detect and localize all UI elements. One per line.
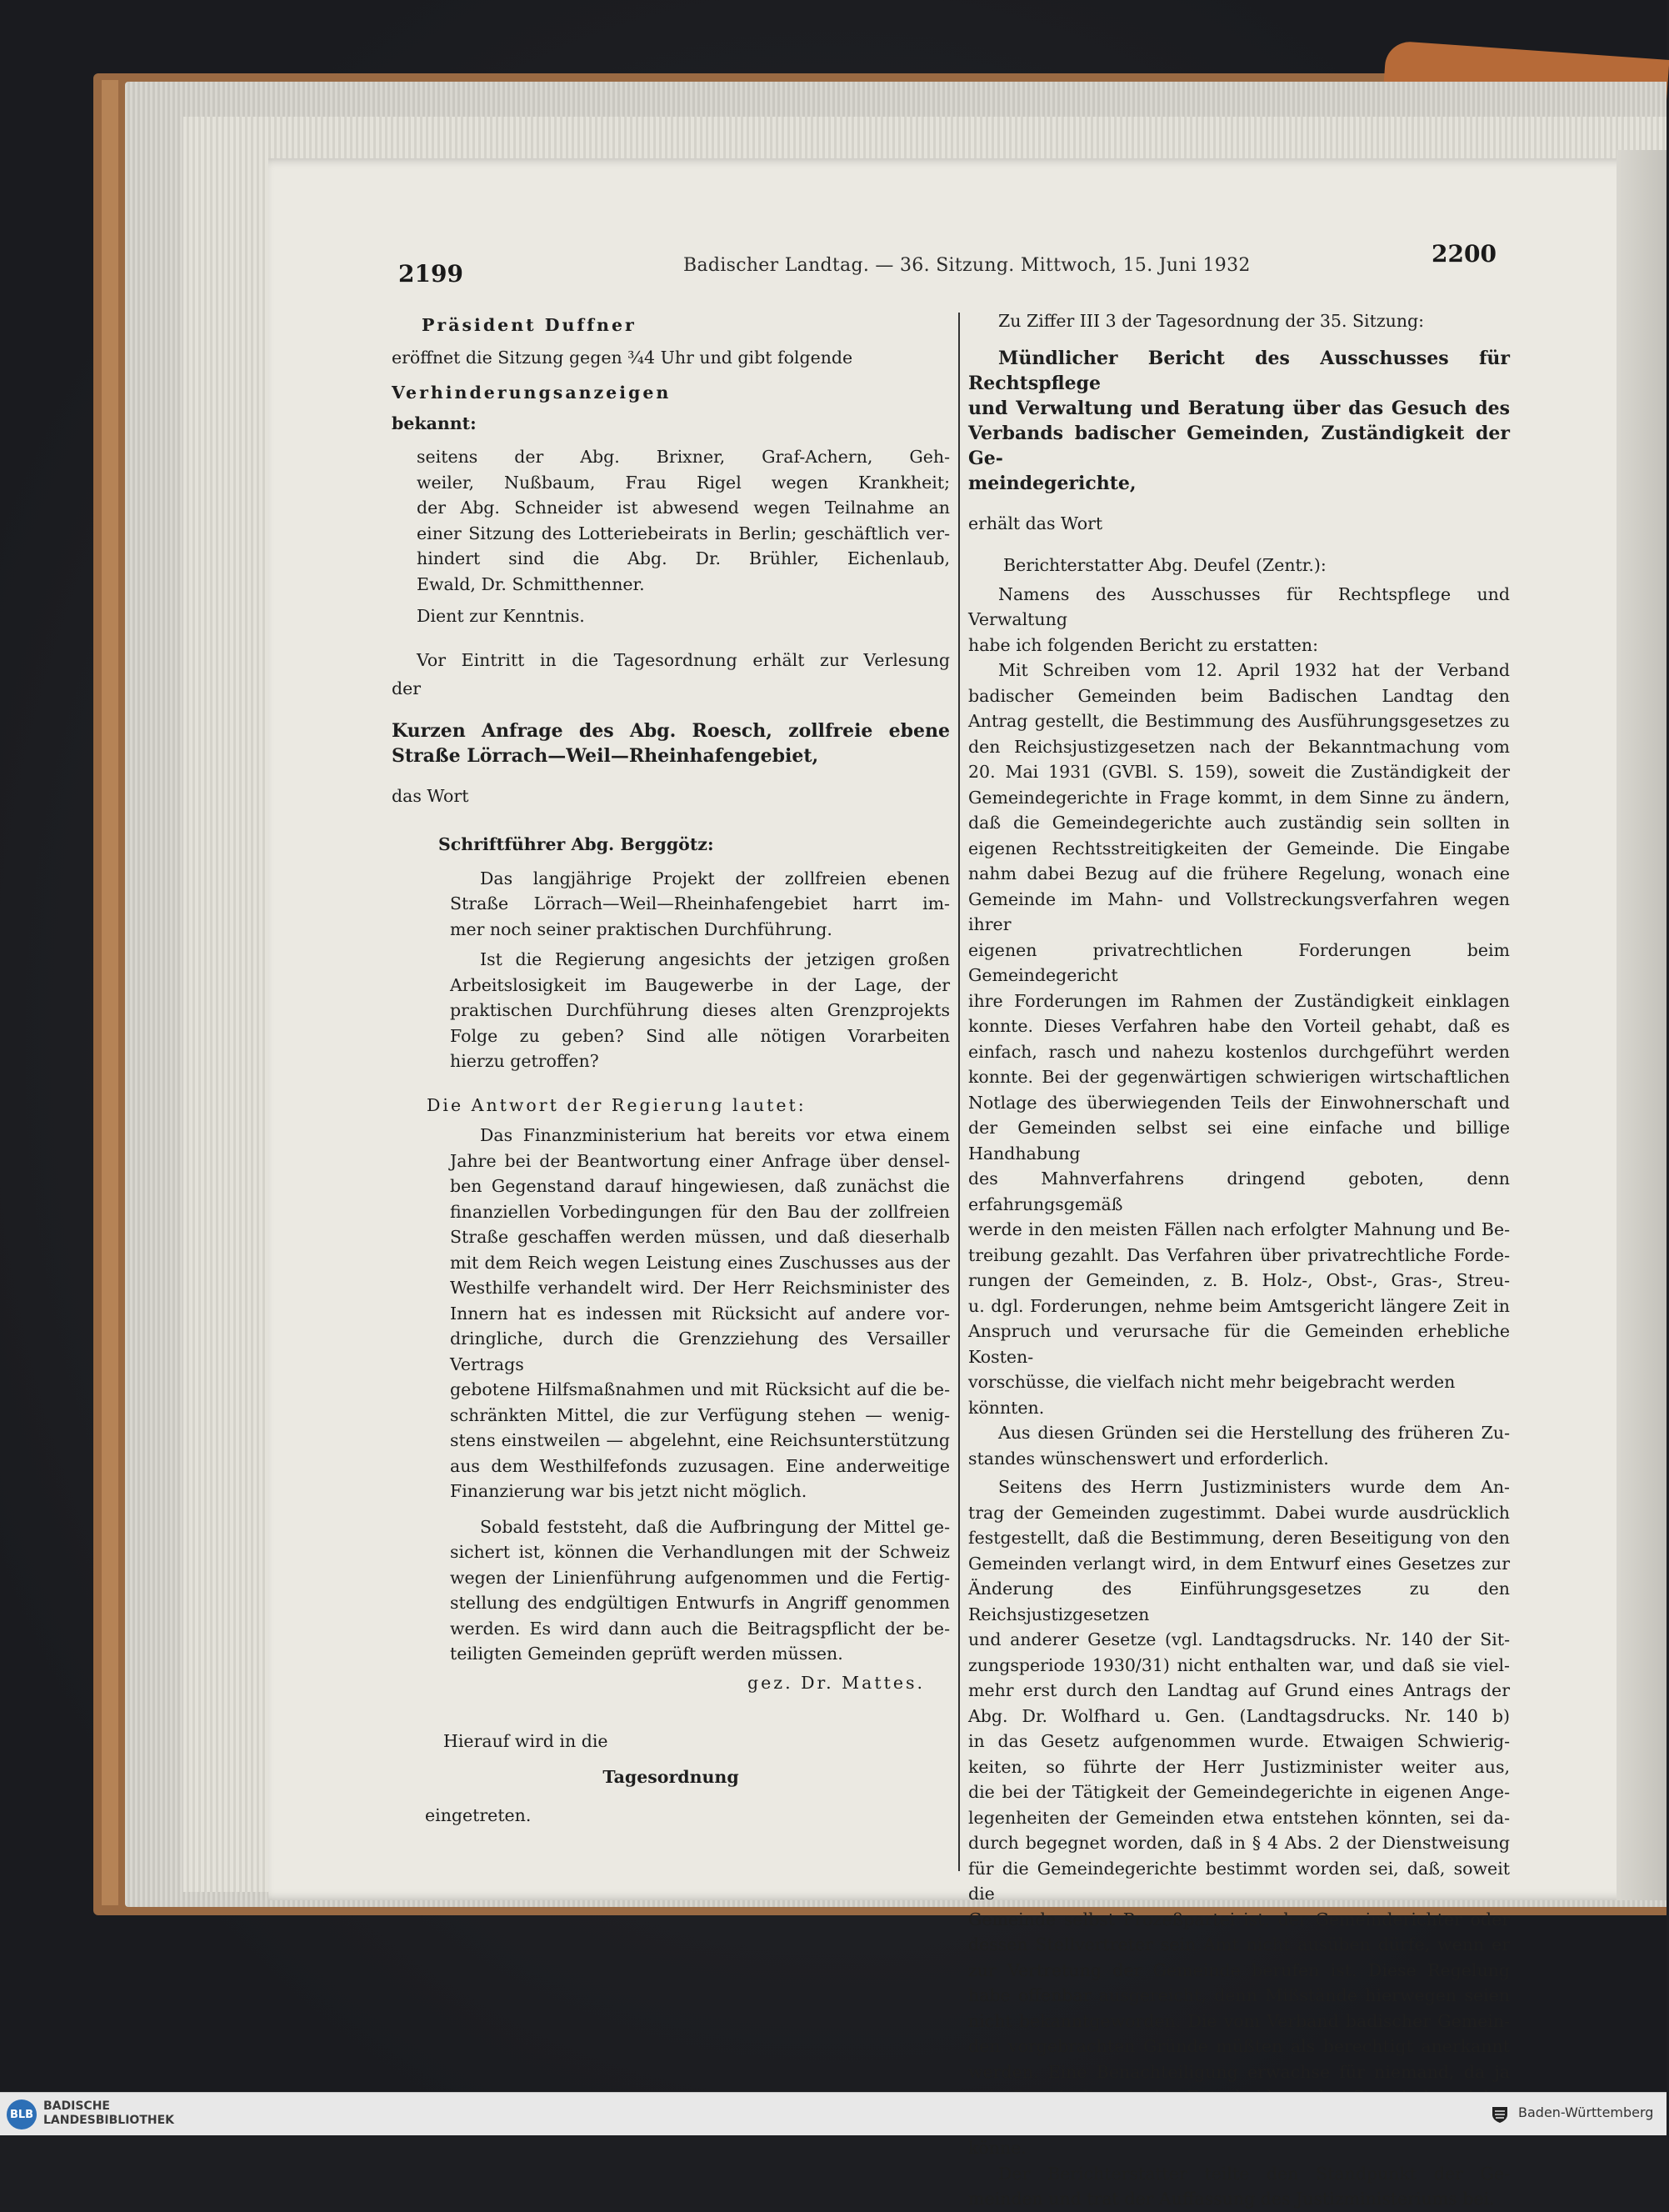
paragraph-line: stens einstweilen — abgelehnt, eine Reichsunterstützung xyxy=(450,1430,950,1450)
paragraph-line: nahm dabei Bezug auf die frühere Regelung, wonach eine xyxy=(968,863,1510,883)
report-title: meindegerichte, xyxy=(968,472,1137,494)
report-title: Mündlicher Bericht des Ausschusses für Rechtspflege xyxy=(968,347,1510,394)
paragraph-line: festgestellt, daß die Bestimmung, deren Beseitigung von den xyxy=(968,1528,1510,1548)
coat-of-arms-icon xyxy=(1490,2104,1510,2124)
speaker-line: Schriftführer Abg. Berggötz: xyxy=(438,834,714,854)
running-title: Badischer Landtag. — 36. Sitzung. Mittwoch, 15. Juni 1932 xyxy=(683,255,1251,276)
paragraph-line: Aus diesen Gründen sei die Herstellung des früheren Zu- xyxy=(998,1423,1510,1443)
paragraph-line: nicht bekanntgeworden. Die vom Verband badischer Gemein- xyxy=(968,2010,1510,2031)
paragraph-line: Gemeindegerichte in Frage kommt, in dem Sinne zu ändern, xyxy=(968,787,1510,808)
paragraph-line: durch begegnet worden, daß in § 4 Abs. 2 der Dienstweisung xyxy=(968,1833,1510,1853)
blb-logo[interactable]: BLB xyxy=(7,2099,37,2129)
paragraph-line: Ewald, Dr. Schmitthenner. xyxy=(417,573,645,594)
paragraph-line: Sobald feststeht, daß die Aufbringung der Mittel ge- xyxy=(480,1516,950,1537)
paragraph-line: bekannt: xyxy=(392,413,477,433)
paragraph-line: habe ich folgenden Bericht zu erstatten: xyxy=(968,634,1319,655)
paragraph-line: treibung gezahlt. Das Verfahren über privatrechtliche Forde- xyxy=(968,1244,1510,1265)
paragraph-line: zungsperiode 1930/31) nicht enthalten war, und daß sie viel- xyxy=(968,1654,1510,1675)
paragraph-line: eröffnet die Sitzung gegen ¾4 Uhr und gibt folgende xyxy=(392,347,853,368)
paragraph-line: habe offenbar ausgereicht, denn Mißstände hierwegen seien xyxy=(968,1985,1510,2005)
paragraph-line: konnte. Bei der gegenwärtigen schwierigen wirtschaftlichen xyxy=(968,1067,1510,1087)
signature-line: gez. Dr. Mattes. xyxy=(747,1672,925,1693)
paragraph-line: weiler, Nußbaum, Frau Rigel wegen Krankheit; xyxy=(417,472,950,493)
paragraph-line: das Wort xyxy=(392,785,469,806)
library-name-line: LANDESBIBLIOTHEK xyxy=(43,2114,175,2127)
library-name-line: BADISCHE xyxy=(43,2099,110,2113)
paragraph-line: hindert sind die Abg. Dr. Brühler, Eichenlaub, xyxy=(417,548,950,568)
paragraph-line: praktischen Durchführung dieses alten Grenzprojekts xyxy=(450,1000,950,1020)
paragraph-line: des Mahnverfahrens dringend geboten, denn erfahrungsgemäß xyxy=(968,1169,1510,1214)
paragraph-line: Straße geschaffen werden müssen, und daß dieserhalb xyxy=(450,1227,950,1247)
paragraph-line: Der Berichterstatter teilte den Standpunkt der Ge- xyxy=(998,2163,1510,2184)
agenda-reference: Zu Ziffer III 3 der Tagesordnung der 35. Sitzung: xyxy=(998,311,1425,331)
section-heading: Verhinderungsanzeigen xyxy=(392,383,672,403)
paragraph-line: standes wünschenswert und erforderlich. xyxy=(968,1448,1329,1469)
paragraph-line: keiten, so führte der Herr Justizminister weiter aus, xyxy=(968,1756,1510,1777)
paragraph-line: vorschüsse, die vielfach nicht mehr beigebracht werden könnten. xyxy=(968,1372,1456,1418)
paragraph-line: Das Finanzministerium hat bereits vor etwa einem xyxy=(480,1125,950,1145)
paragraph-line: u. dgl. Forderungen, nehme beim Amtsgericht längere Zeit in xyxy=(968,1295,1510,1316)
paragraph-line: werden. Es wird dann auch die Beitragspflicht der be- xyxy=(450,1618,950,1639)
paragraph-line: meinden und trat der Auffassung des Justizministeriums bei. xyxy=(968,2189,1495,2209)
right-column xyxy=(968,308,1510,2212)
paragraph-line: teiligten Gemeinden geprüft werden müssen. xyxy=(450,1644,843,1664)
paragraph-line: ihre Forderungen im Rahmen der Zuständigkeit einklagen xyxy=(968,990,1510,1011)
speaker-line: Präsident Duffner xyxy=(422,315,637,335)
viewer-footer xyxy=(0,2092,1667,2135)
inquiry-title: Kurzen Anfrage des Abg. Roesch, zollfreie ebene xyxy=(392,719,950,742)
paragraph-line: mer noch seiner praktischen Durchführung. xyxy=(450,918,832,939)
speaker-line: Berichterstatter Abg. Deufel (Zentr.): xyxy=(1003,555,1327,575)
paragraph-line: daß die Gemeindegerichte auch zuständig sein sollten in xyxy=(968,813,1510,833)
paragraph-line: gebotene Hilfsmaßnahmen und mit Rücksicht auf die be- xyxy=(450,1379,950,1399)
paragraph-line: und anderer Gesetze (vgl. Landtagsdrucks. Nr. 140 der Sit- xyxy=(968,1629,1510,1649)
paragraph-line: ben Gegenstand darauf hingewiesen, daß zunächst die xyxy=(450,1176,950,1196)
paragraph-line: Finanzierung war bis jetzt nicht möglich. xyxy=(450,1481,807,1501)
paragraph-line: Namens des Ausschusses für Rechtspflege und Verwaltung xyxy=(968,583,1510,629)
section-heading: Die Antwort der Regierung lautet: xyxy=(427,1094,807,1115)
paragraph-line: Anspruch und verursache für die Gemeinden erhebliche Kosten- xyxy=(968,1321,1510,1367)
paragraph-line: einer Sitzung des Lotteriebeirats in Berlin; geschäftlich ver- xyxy=(417,523,950,543)
paragraph-line: den Reichsjustizgesetzen nach der Bekanntmachung vom xyxy=(968,736,1510,757)
paragraph-line: Folge zu geben? Sind alle nötigen Vorarbeiten xyxy=(450,1025,950,1046)
paragraph-line: erhält das Wort xyxy=(968,513,1103,533)
paragraph-line: seitens der Abg. Brixner, Graf-Achern, Geh- xyxy=(417,447,950,467)
paragraph-line: der Abg. Schneider ist abwesend wegen Teilnahme an xyxy=(417,498,950,518)
left-column xyxy=(392,313,950,1829)
paragraph-line: für die Gemeindegerichte bestimmt worden sei, daß, soweit die xyxy=(968,1858,1510,1904)
paragraph-line: könne. xyxy=(968,2138,1027,2158)
paragraph-line: Innern hat es indessen mit Rücksicht auf andere vor- xyxy=(450,1303,950,1324)
committee-report xyxy=(968,582,1510,2212)
inquiry-title: Straße Lörrach—Weil—Rheinhafengebiet, xyxy=(392,744,819,767)
paragraph-line: eigenen Rechtsstreitigkeiten der Gemeinde. Die Eingabe xyxy=(968,838,1510,858)
paragraph-line: Hierauf wird in die xyxy=(443,1731,608,1751)
paragraph-line: hierzu getroffen? xyxy=(450,1051,599,1071)
paragraph-line: wegen der Linienführung aufgenommen und die Fertig- xyxy=(450,1567,950,1588)
paragraph-line: badischer Gemeinden beim Badischen Landtag den xyxy=(968,685,1510,706)
library-name xyxy=(43,2099,174,2128)
paragraph-line: dessen Stellvertreter sein Amt nicht ausüben dürfe, wenn er xyxy=(968,1934,1510,1954)
paragraph-line: die bei der Tätigkeit der Gemeindegerichte in eigenen Ange- xyxy=(968,1782,1510,1802)
inquiry-text xyxy=(392,866,950,1074)
paragraph-line: Jahre bei der Beantwortung einer Anfrage über densel- xyxy=(450,1150,950,1171)
paragraph-line: Westhilfe verhandelt wird. Der Herr Reichsminister des xyxy=(450,1278,950,1298)
paragraph-line: eingetreten. xyxy=(425,1805,532,1825)
paragraph-line: 20. Mai 1931 (GVBl. S. 159), soweit die Zuständigkeit der xyxy=(968,762,1510,782)
paragraph-line: Seitens des Herrn Justizministers wurde dem An- xyxy=(998,1477,1510,1497)
paragraph-line: rungen der Gemeinden, z. B. Holz-, Obst-, Gras-, Streu- xyxy=(968,1270,1510,1290)
page-right-edge xyxy=(1617,150,1667,1900)
section-heading: Tagesordnung xyxy=(602,1766,739,1787)
paragraph-line: Gemeinde im Mahn- und Vollstreckungsverfahren wegen ihrer xyxy=(968,888,1510,934)
paragraph-line: zur Vertretung der Gemeinde berufen ist. Diese Regelung xyxy=(968,1959,1510,1980)
paragraph-line: Mit Schreiben vom 12. April 1932 hat der Verband xyxy=(998,660,1510,680)
paragraph-line: stellung des endgültigen Entwurfs in Angriff genommen xyxy=(450,1593,950,1613)
paragraph-line: konnte. Dieses Verfahren habe den Vorteil gehabt, daß es xyxy=(968,1016,1510,1036)
paragraph-line: Gemeinden verlangt wird, in dem Entwurf eines Gesetzes zur xyxy=(968,1553,1510,1574)
page-number-right: 2200 xyxy=(1432,240,1497,268)
page-number-left: 2199 xyxy=(398,260,463,288)
paragraph-line: werde in den meisten Fällen nach erfolgter Mahnung und Be- xyxy=(968,1219,1510,1239)
paragraph-line: eigenen privatrechtlichen Forderungen beim Gemeindegericht xyxy=(968,939,1510,985)
paragraph-line: einfach, rasch und nahezu kostenlos durchgeführt werden xyxy=(968,1041,1510,1062)
report-title: und Verwaltung und Beratung über das Gesuch des xyxy=(968,397,1510,419)
paragraph-line: Vor Eintritt in die Tagesordnung erhält zur Verlesung xyxy=(417,649,950,670)
paragraph-line: werden. Eine Benachteiligung erwachse für niemand, da ja xyxy=(968,2061,1510,2082)
paragraph-line: Das langjährige Projekt der zollfreien ebenen xyxy=(480,868,950,888)
paragraph-line: der xyxy=(392,678,422,698)
paragraph-line: trag der Gemeinden zugestimmt. Dabei wurde ausdrücklich xyxy=(968,1502,1510,1523)
state-label: Baden-Württemberg xyxy=(1518,2104,1654,2120)
paragraph-line: dringliche, durch die Grenzziehung des Versailler Vertrags xyxy=(450,1329,950,1374)
paragraph-line: Gemeinde selbst Prozeßpartei ist, der Gemeinderichter oder xyxy=(968,1909,1510,1929)
paragraph-line: Ist die Regierung angesichts der jetzigen großen xyxy=(480,949,950,969)
paragraph-line: den vorgebrachten Gründe müßten als berechtigt anerkannt xyxy=(968,2036,1510,2056)
paragraph-line: Notlage des überwiegenden Teils der Einwohnerschaft und xyxy=(968,1092,1510,1113)
paragraph-line: schränkten Mittel, die zur Verfügung stehen — wenig- xyxy=(450,1404,950,1425)
paragraph-line: mehr erst durch den Landtag auf Grund eines Antrags der xyxy=(968,1680,1510,1700)
paragraph-line: in das Gesetz aufgenommen wurde. Etwaigen Schwierig- xyxy=(968,1731,1510,1751)
paragraph-line: der Gemeinden selbst sei eine einfache und billige Handhabung xyxy=(968,1118,1510,1164)
paragraph-line: legenheiten der Gemeinden etwa entstehen könnten, sei da- xyxy=(968,1807,1510,1828)
report-title: Verbands badischer Gemeinden, Zuständigkeit der Ge- xyxy=(968,422,1510,469)
paragraph-line: Änderung des Einführungsgesetzes zu den Reichsjustizgesetzen xyxy=(968,1579,1510,1624)
paragraph-line: Dient zur Kenntnis. xyxy=(417,606,585,626)
paragraph-line: Arbeitslosigkeit im Baugewerbe in der Lage, der xyxy=(450,974,950,995)
paragraph-line: sichert ist, können die Verhandlungen mit der Schweiz xyxy=(450,1542,950,1562)
paragraph-line: Straße Lörrach—Weil—Rheinhafengebiet harrt im- xyxy=(450,893,950,913)
paragraph-line: Antrag gestellt, die Bestimmung des Ausführungsgesetzes zu xyxy=(968,711,1510,731)
government-answer xyxy=(392,1123,950,1695)
paragraph-line: finanziellen Vorbedingungen für den Bau der zollfreien xyxy=(450,1201,950,1222)
paragraph-line: Abg. Dr. Wolfhard u. Gen. (Landtagsdrucks. Nr. 140 b) xyxy=(968,1705,1510,1726)
paragraph-line: mit dem Reich wegen Leistung eines Zuschusses aus der xyxy=(450,1252,950,1273)
paragraph-line: aus dem Westhilfefonds zuzusagen. Eine anderweitige xyxy=(450,1455,950,1476)
column-divider xyxy=(958,313,960,1871)
